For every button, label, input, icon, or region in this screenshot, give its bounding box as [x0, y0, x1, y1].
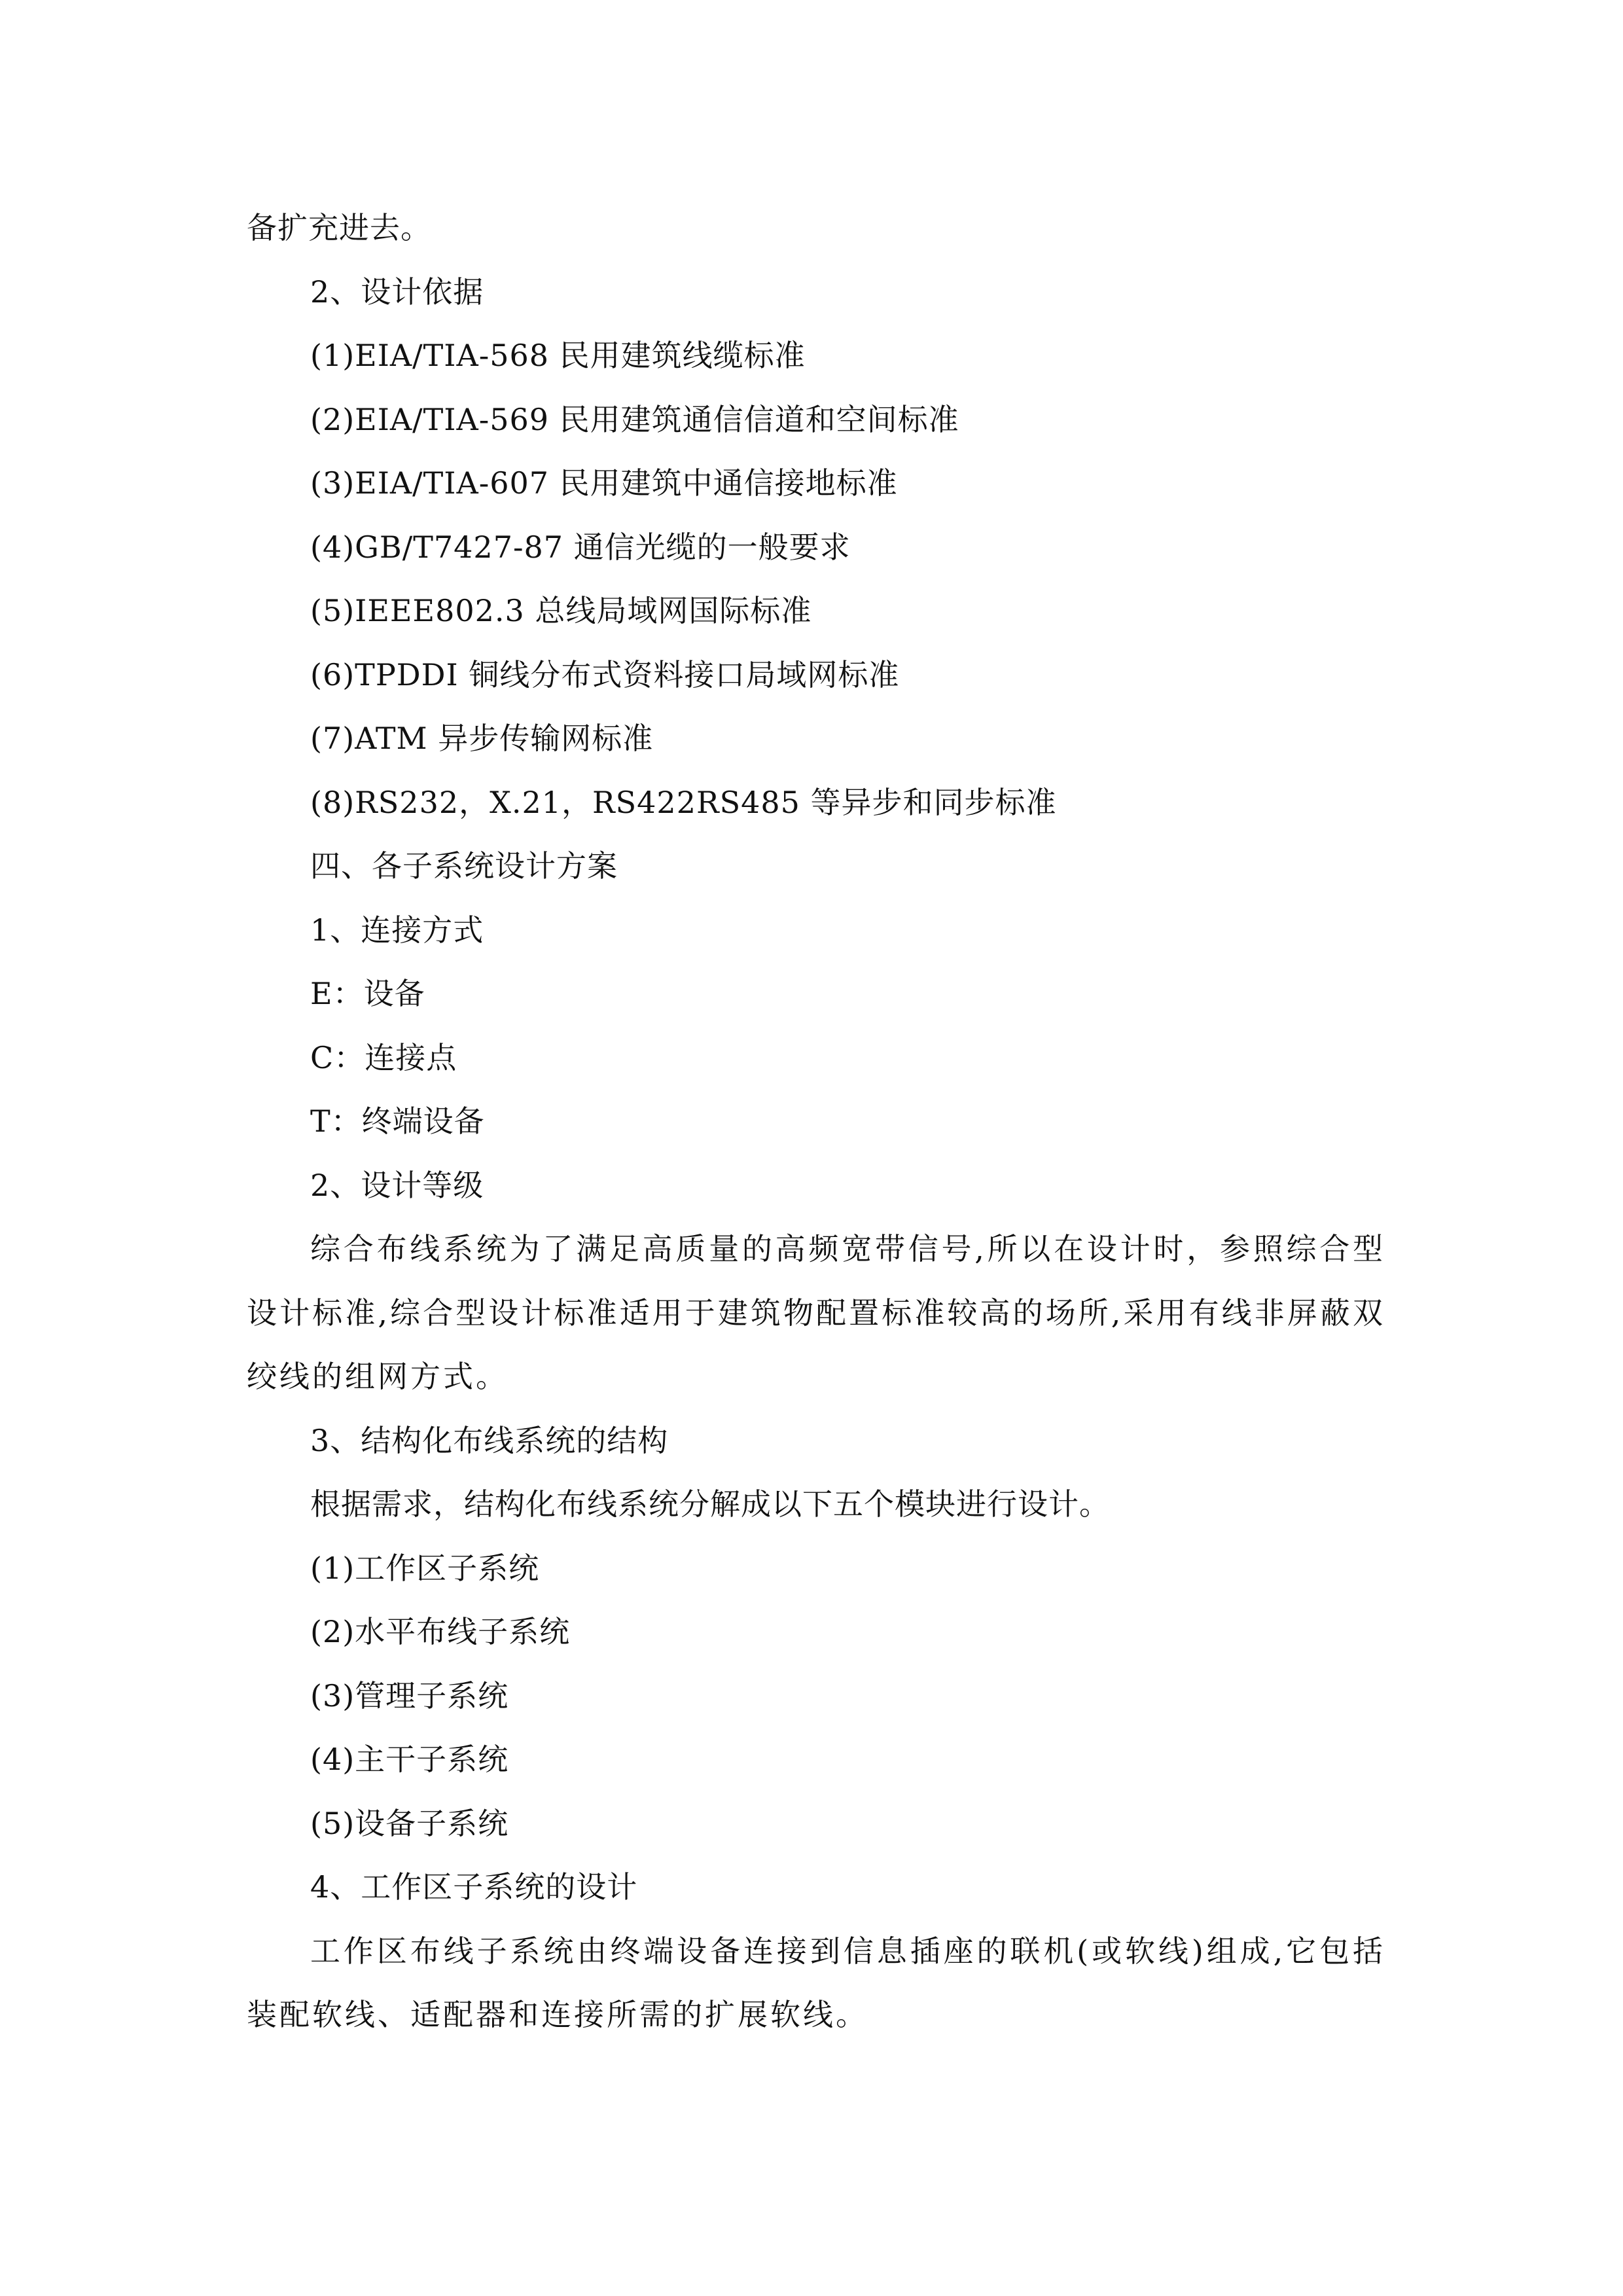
module-item-2: (2)水平布线子系统	[310, 1614, 571, 1649]
standard-item-7: (7)ATM 异步传输网标准	[310, 721, 654, 756]
standard-item-1: (1)EIA/TIA-568 民用建筑线缆标准	[310, 338, 806, 373]
module-item-4: (4)主干子系统	[310, 1742, 509, 1777]
section-heading-work-area: 4、工作区子系统的设计	[310, 1869, 638, 1905]
paragraph-work-area: 工作区布线子系统由终端设备连接到信息插座的联机(或软线)组成,它包括装配软线、适配器和连接所需的扩展软线。	[247, 1933, 1385, 2032]
module-item-3: (3)管理子系统	[310, 1677, 509, 1713]
section-heading-structure: 3、结构化布线系统的结构	[310, 1422, 669, 1458]
standard-item-3: (3)EIA/TIA-607 民用建筑中通信接地标准	[310, 465, 898, 501]
standard-item-8: (8)RS232，X.21，RS422RS485 等异步和同步标准	[310, 784, 1057, 820]
module-item-1: (1)工作区子系统	[310, 1550, 540, 1586]
standard-item-2: (2)EIA/TIA-569 民用建筑通信信道和空间标准	[310, 401, 959, 437]
paragraph-design-level: 综合布线系统为了满足高质量的高频宽带信号,所以在设计时，参照综合型设计标准,综合型设计标准适用于建筑物配置标准较高的场所,采用有线非屏蔽双绞线的组网方式。	[247, 1231, 1385, 1394]
section-heading-connection-method: 1、连接方式	[310, 912, 484, 948]
module-item-5: (5)设备子系统	[310, 1805, 509, 1841]
definition-t: T：终端设备	[310, 1103, 485, 1139]
text-line-continuation: 备扩充进去。	[247, 210, 431, 245]
section-heading-design-basis: 2、设计依据	[310, 274, 484, 310]
standard-item-6: (6)TPDDI 铜线分布式资料接口局域网标准	[310, 656, 900, 692]
definition-c: C：连接点	[310, 1039, 457, 1075]
section-heading-design-level: 2、设计等级	[310, 1167, 484, 1203]
standard-item-4: (4)GB/T7427-87 通信光缆的一般要求	[310, 529, 851, 565]
standard-item-5: (5)IEEE802.3 总线局域网国际标准	[310, 593, 812, 628]
chapter-heading-subsystems: 四、各子系统设计方案	[310, 848, 618, 884]
definition-e: E：设备	[310, 976, 425, 1011]
document-body	[247, 196, 1385, 2047]
text-structure-intro: 根据需求，结构化布线系统分解成以下五个模块进行设计。	[310, 1486, 1110, 1522]
